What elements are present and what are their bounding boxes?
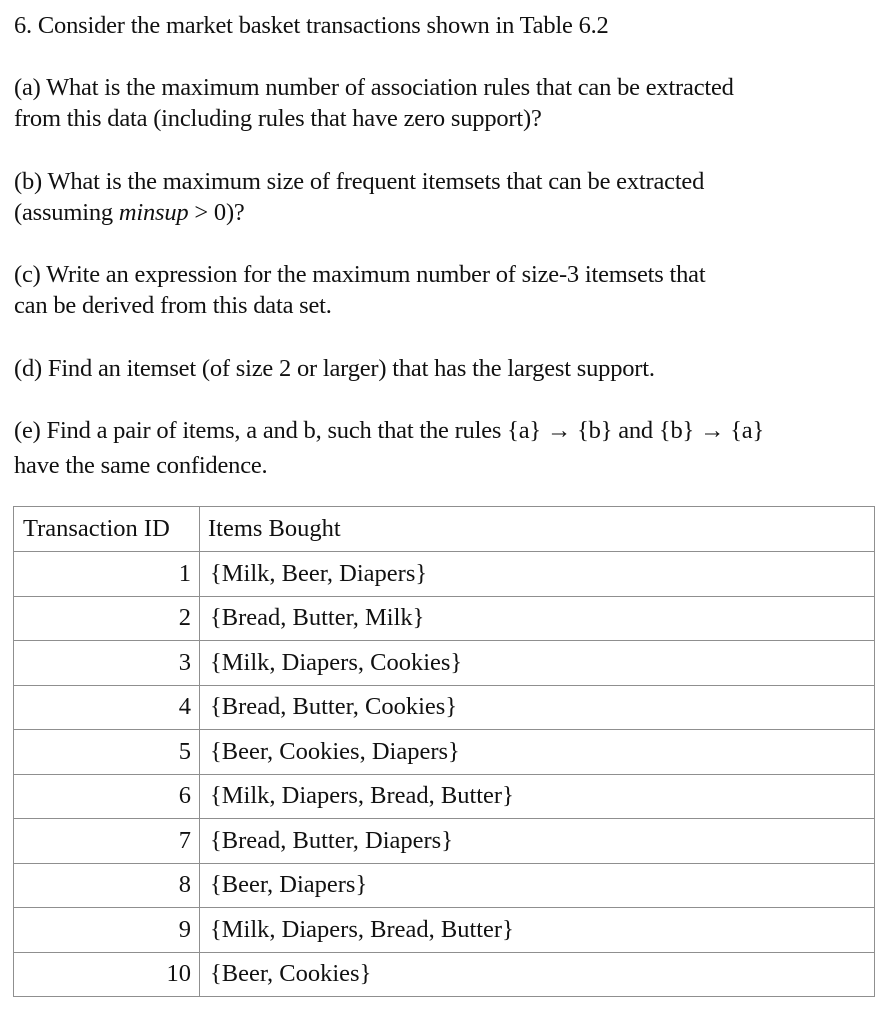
items-bought-cell: {Beer, Cookies} bbox=[200, 952, 875, 997]
table-row bbox=[14, 774, 875, 819]
part-a-line-2: from this data (including rules that have zero support)? bbox=[14, 105, 542, 132]
question-title-text: 6. Consider the market basket transactions shown in Table 6.2 bbox=[14, 12, 609, 39]
transaction-id-cell: 7 bbox=[14, 819, 200, 864]
part-b-line-2 bbox=[14, 197, 704, 228]
part-c-line-1: (c) Write an expression for the maximum number of size-3 itemsets that bbox=[14, 261, 706, 288]
table-row bbox=[14, 685, 875, 730]
transaction-id-cell: 1 bbox=[14, 552, 200, 597]
items-bought-cell: {Bread, Butter, Diapers} bbox=[200, 819, 875, 864]
transaction-id-cell: 9 bbox=[14, 908, 200, 953]
table-row bbox=[14, 730, 875, 775]
transactions-table bbox=[13, 506, 875, 997]
items-bought-cell: {Bread, Butter, Milk} bbox=[200, 596, 875, 641]
part-e-line-1: (e) Find a pair of items, a and b, such that the rules {a} → {b} and {b} → {a} bbox=[14, 417, 765, 444]
items-bought-cell: {Beer, Cookies, Diapers} bbox=[200, 730, 875, 775]
header-items-bought: Items Bought bbox=[200, 507, 875, 552]
transaction-id-cell: 10 bbox=[14, 952, 200, 997]
transaction-id-cell: 6 bbox=[14, 774, 200, 819]
table-row bbox=[14, 952, 875, 997]
items-bought-cell: {Beer, Diapers} bbox=[200, 863, 875, 908]
part-e-line-2: have the same confidence. bbox=[14, 452, 268, 479]
items-bought-cell: {Milk, Diapers, Bread, Butter} bbox=[200, 774, 875, 819]
items-bought-cell: {Milk, Diapers, Cookies} bbox=[200, 641, 875, 686]
part-d-line-1: (d) Find an itemset (of size 2 or larger) that has the largest support. bbox=[14, 355, 655, 382]
question-part-c bbox=[14, 259, 705, 321]
part-b-line-2-prefix: (assuming bbox=[14, 199, 119, 226]
transaction-id-cell: 2 bbox=[14, 596, 200, 641]
items-bought-cell: {Bread, Butter, Cookies} bbox=[200, 685, 875, 730]
part-b-line-1: (b) What is the maximum size of frequent itemsets that can be extracted bbox=[14, 168, 705, 195]
table-row bbox=[14, 863, 875, 908]
items-bought-cell: {Milk, Diapers, Bread, Butter} bbox=[200, 908, 875, 953]
transaction-id-cell: 8 bbox=[14, 863, 200, 908]
table-row bbox=[14, 819, 875, 864]
table-row bbox=[14, 596, 875, 641]
question-part-d bbox=[14, 353, 655, 384]
part-b-line-2-suffix: > 0)? bbox=[188, 199, 245, 226]
header-transaction-id: Transaction ID bbox=[14, 507, 200, 552]
table-row bbox=[14, 552, 875, 597]
part-a-line-1: (a) What is the maximum number of association rules that can be extracted bbox=[14, 74, 734, 101]
question-title bbox=[14, 10, 609, 41]
part-c-line-2: can be derived from this data set. bbox=[14, 292, 332, 319]
minsup-term: minsup bbox=[118, 199, 189, 226]
table-header-row bbox=[14, 507, 875, 552]
transaction-id-cell: 5 bbox=[14, 730, 200, 775]
transaction-id-cell: 4 bbox=[14, 685, 200, 730]
transaction-id-cell: 3 bbox=[14, 641, 200, 686]
question-part-b bbox=[14, 166, 704, 228]
items-bought-cell: {Milk, Beer, Diapers} bbox=[200, 552, 875, 597]
table-row bbox=[14, 641, 875, 686]
table-row bbox=[14, 908, 875, 953]
question-part-a bbox=[14, 72, 734, 134]
question-part-e bbox=[14, 415, 764, 481]
